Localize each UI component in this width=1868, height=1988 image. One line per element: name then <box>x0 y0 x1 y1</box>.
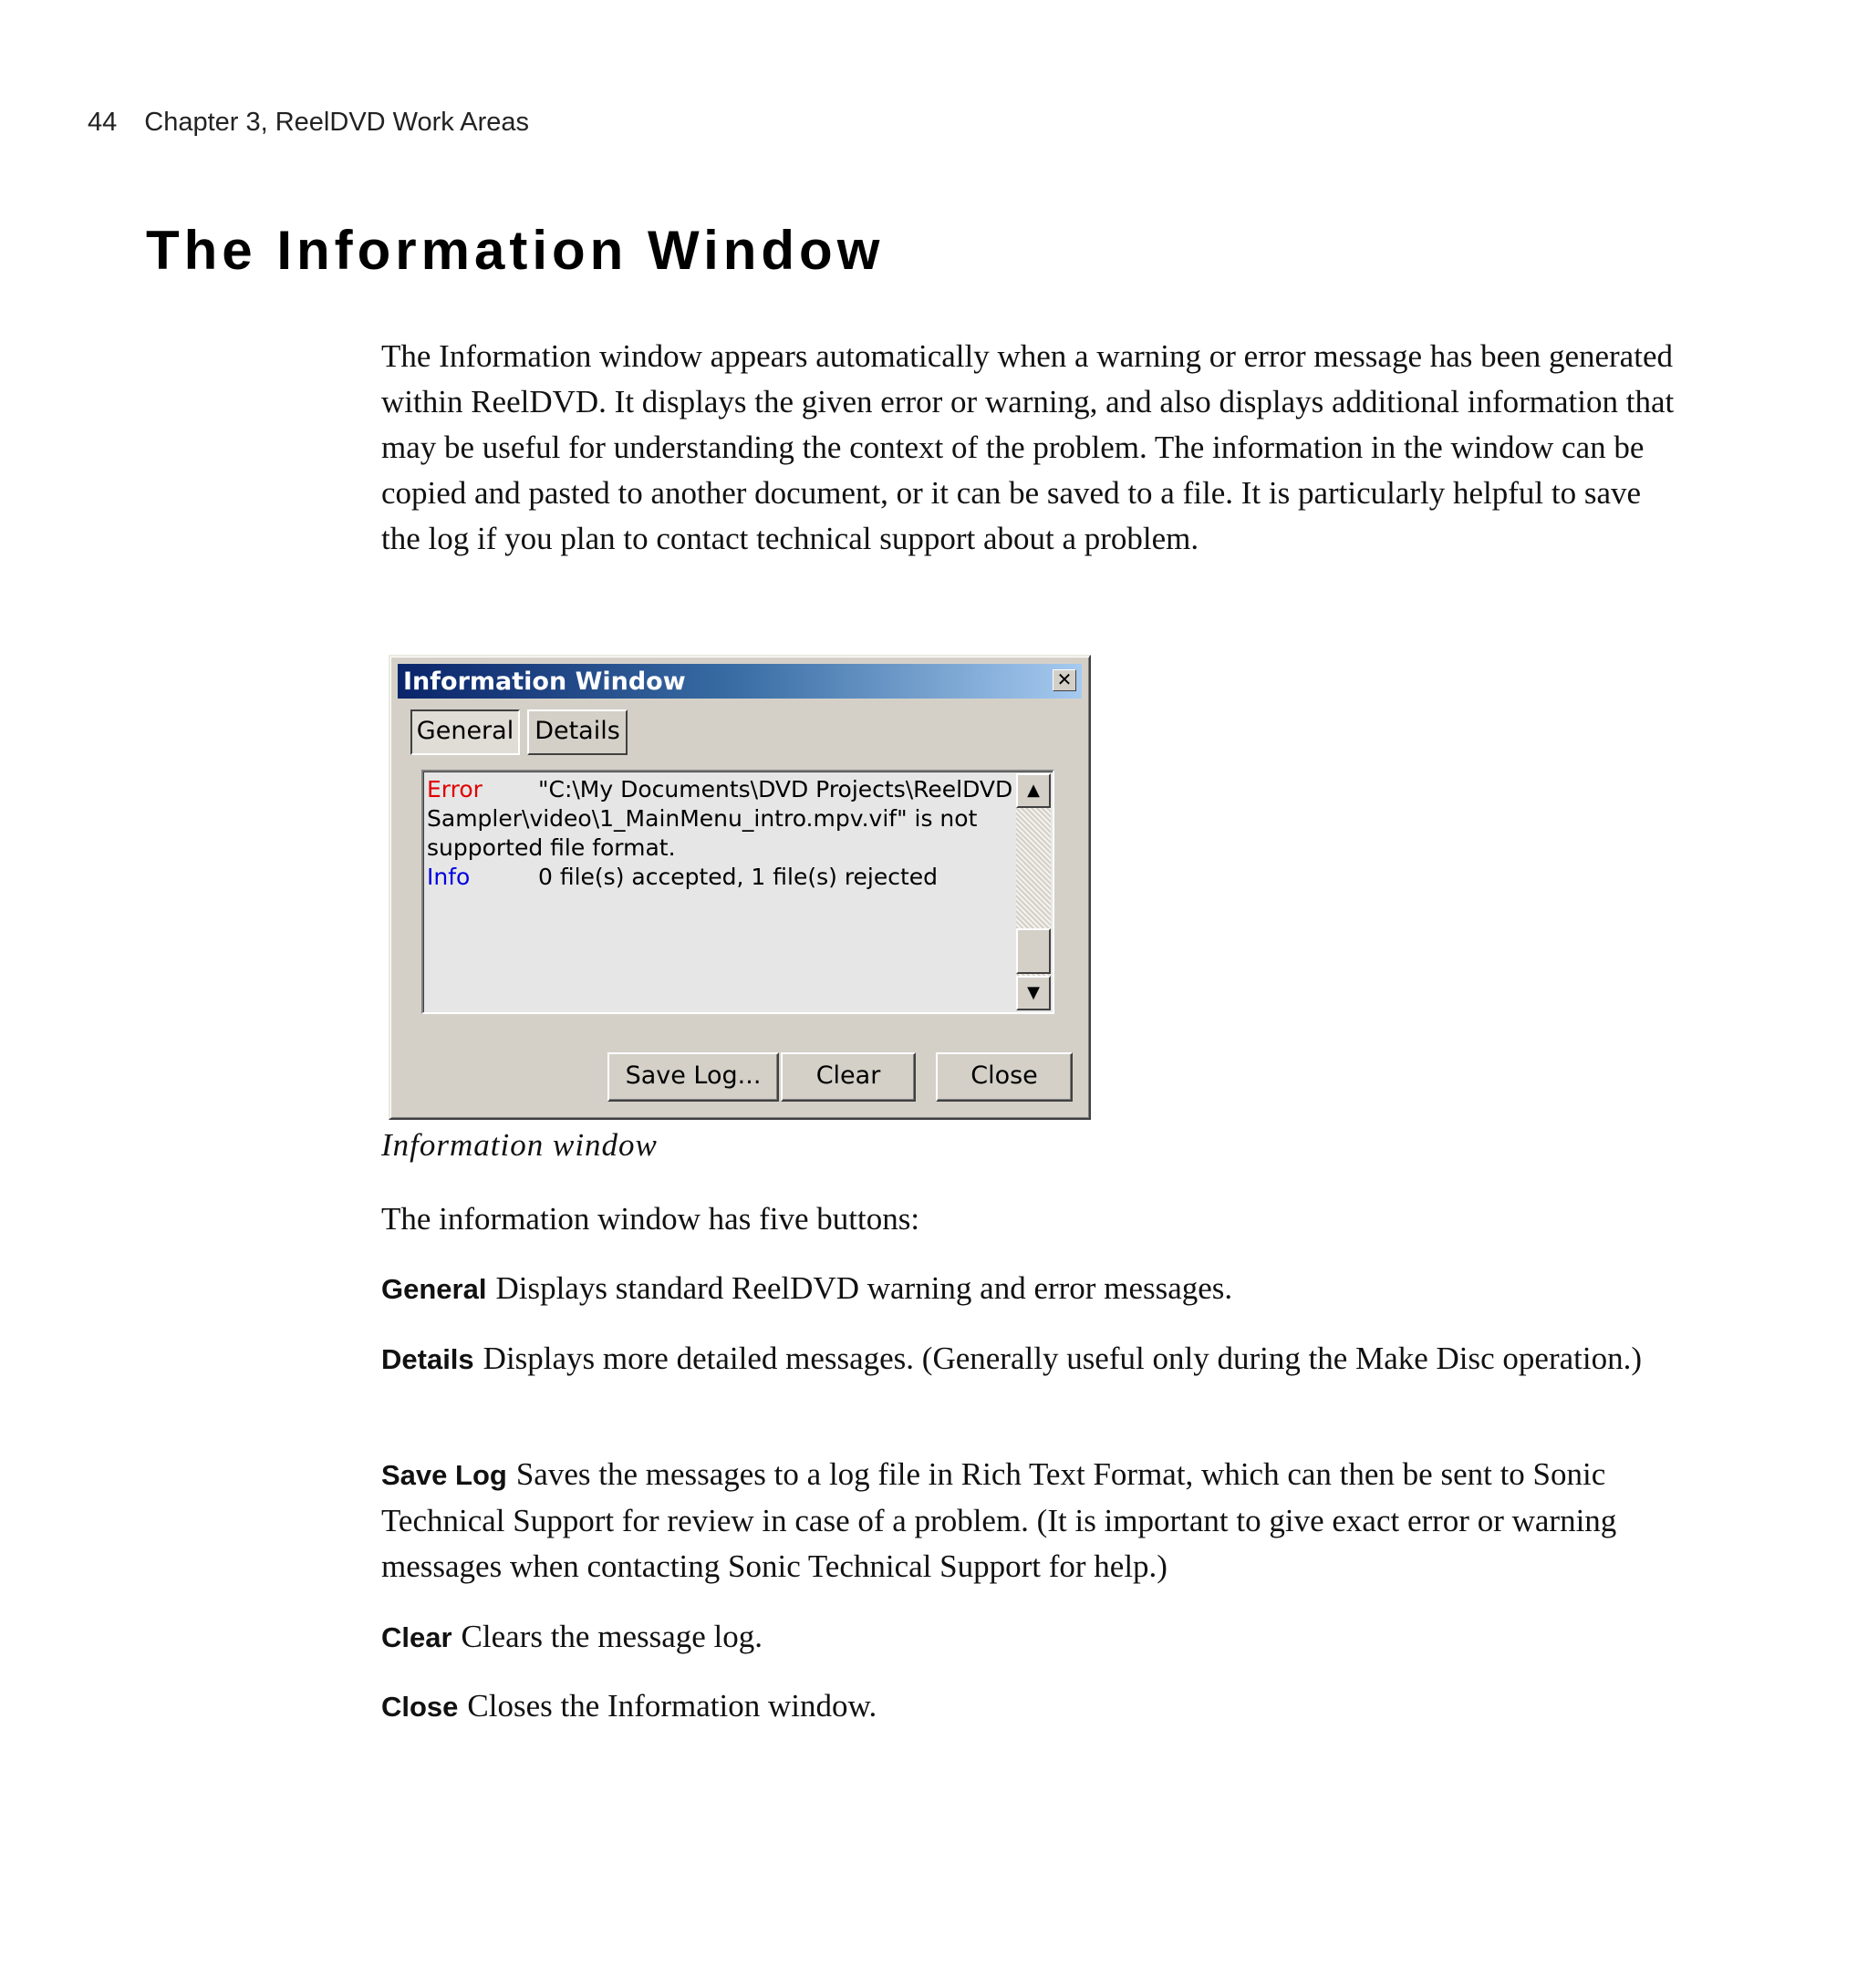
error-message-line-1: "C:\My Documents\DVD Projects\ReelDVD <box>538 776 1013 802</box>
figure-caption: Information window <box>381 1127 658 1163</box>
error-message-line-2: Sampler\video\1_MainMenu_intro.mpv.vif" is not <box>427 805 978 832</box>
message-log[interactable] <box>421 770 1054 1014</box>
term-close: Close <box>381 1691 459 1723</box>
definition-details-text: Displays more detailed messages. (Generally useful only during the Make Disc operation.) <box>483 1341 1643 1376</box>
term-save-log: Save Log <box>381 1459 507 1491</box>
scroll-up-arrow-icon[interactable]: ▲ <box>1016 773 1051 808</box>
definition-save-log-text: Saves the messages to a log file in Rich Text Format, which can then be sent to Sonic Technical Support for review in case of a problem. (It is important to give exact error or warning messages when contacting Sonic Technical Support for help.) <box>381 1456 1617 1584</box>
log-entry-error <box>427 775 1011 804</box>
scroll-thumb[interactable] <box>1016 928 1051 974</box>
term-clear: Clear <box>381 1621 452 1653</box>
log-entry-info <box>427 863 1011 892</box>
definition-clear-text: Clears the message log. <box>461 1619 763 1654</box>
dialog-title: Information Window <box>403 668 686 696</box>
buttons-intro: The information window has five buttons: <box>381 1201 920 1237</box>
tab-general[interactable]: General <box>410 709 520 755</box>
definition-general-text: Displays standard ReelDVD warning and error messages. <box>495 1270 1233 1306</box>
close-icon[interactable]: ✕ <box>1053 669 1076 691</box>
definition-close <box>381 1683 1676 1730</box>
save-log-button[interactable]: Save Log... <box>607 1052 779 1102</box>
definition-close-text: Closes the Information window. <box>467 1688 877 1724</box>
information-window-dialog <box>389 655 1091 1120</box>
log-scrollbar[interactable] <box>1016 773 1051 1010</box>
definition-clear <box>381 1614 1676 1661</box>
intro-paragraph: The Information window appears automatically when a warning or error message has been generated within ReelDVD. It displays the given error or warning, and also displays additional information that may be useful for understanding the context of the problem. The information in the window can be copied and pasted to another document, or it can be saved to a file. It is particularly helpful to save the log if you plan to contact technical support about a problem. <box>381 338 1675 556</box>
section-title: The Information Window <box>146 220 885 281</box>
error-message-line-3: supported file format. <box>427 834 676 861</box>
clear-button[interactable]: Clear <box>781 1052 916 1102</box>
running-header <box>88 108 529 138</box>
info-label: Info <box>427 864 471 890</box>
term-general: General <box>381 1273 487 1305</box>
error-label: Error <box>427 776 483 802</box>
definition-details <box>381 1336 1676 1382</box>
term-details: Details <box>381 1343 474 1375</box>
chapter-title: Chapter 3, ReelDVD Work Areas <box>144 108 530 137</box>
close-button[interactable]: Close <box>936 1052 1073 1102</box>
scroll-down-arrow-icon[interactable]: ▼ <box>1016 976 1051 1010</box>
dialog-titlebar[interactable] <box>398 664 1082 699</box>
log-text <box>427 775 1011 892</box>
definition-save-log <box>381 1452 1676 1589</box>
info-message: 0 file(s) accepted, 1 file(s) rejected <box>538 864 939 890</box>
definition-general <box>381 1266 1676 1312</box>
page-number: 44 <box>88 108 118 137</box>
tab-details[interactable]: Details <box>527 709 628 755</box>
